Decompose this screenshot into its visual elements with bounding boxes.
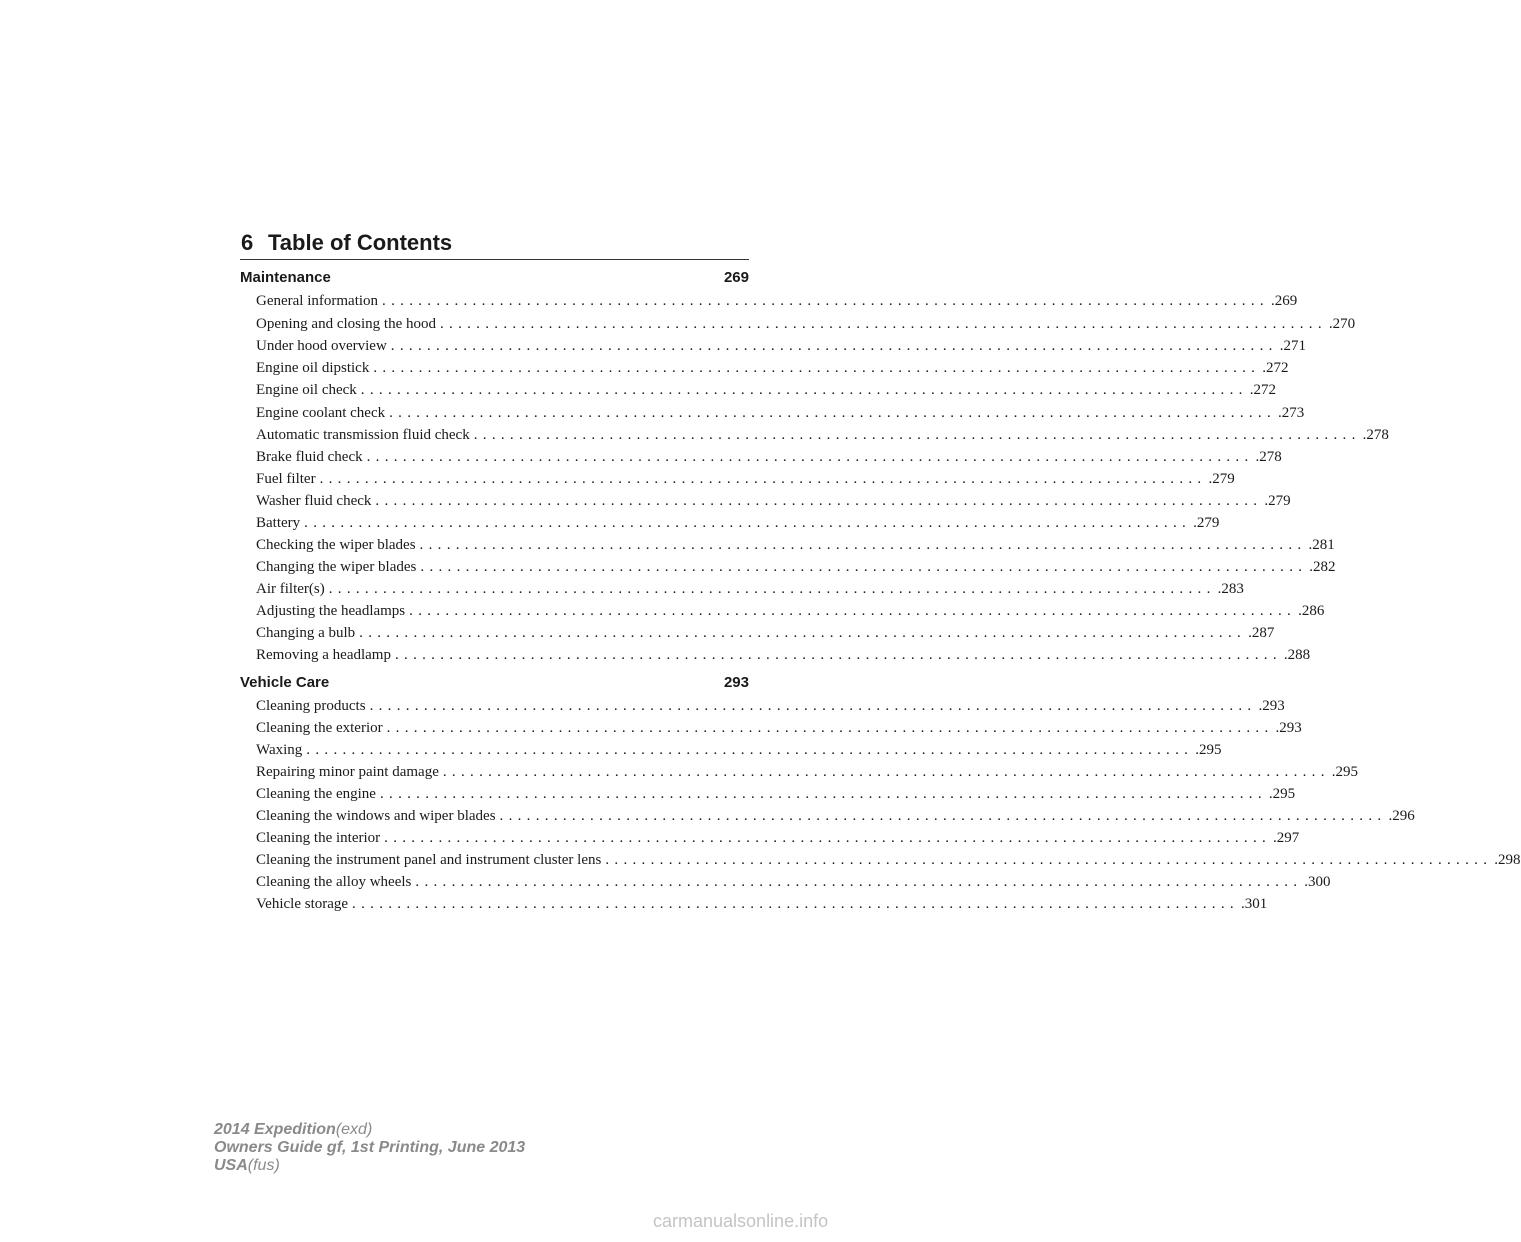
- entry-label: Cleaning the exterior: [256, 720, 383, 736]
- page-title: Table of Contents: [268, 230, 453, 255]
- toc-entry[interactable]: [256, 894, 1268, 914]
- entry-label: Vehicle storage: [256, 896, 349, 912]
- toc-entry[interactable]: [256, 718, 1302, 738]
- toc-entry[interactable]: [256, 425, 1389, 445]
- dot-leader: ..................................................................................................: [439, 316, 1327, 332]
- entry-label: Cleaning the engine: [256, 786, 376, 802]
- entry-label: Waxing: [256, 742, 303, 758]
- entry-label: Changing a bulb: [256, 625, 356, 641]
- entry-label: Air filter(s): [256, 581, 325, 597]
- dot-leader: ..................................................................................................: [419, 537, 1307, 553]
- entry-page: .288: [1283, 647, 1311, 663]
- entry-label: Cleaning the alloy wheels: [256, 874, 412, 890]
- dot-leader: ..................................................................................................: [306, 742, 1194, 758]
- entry-page: .269: [1270, 293, 1298, 309]
- toc-entry[interactable]: [256, 762, 1359, 782]
- entry-label: Brake fluid check: [256, 449, 363, 465]
- entry-page: .272: [1262, 360, 1289, 376]
- entry-page: .279: [1193, 515, 1220, 531]
- entry-label: Repairing minor paint damage: [256, 764, 439, 780]
- entry-label: Engine oil dipstick: [256, 360, 370, 376]
- toc-entry[interactable]: [256, 850, 1521, 870]
- toc-entry[interactable]: [256, 579, 1244, 599]
- toc-entry[interactable]: [256, 336, 1306, 356]
- entry-label: Engine oil check: [256, 382, 357, 398]
- footer-line-3: [214, 1157, 525, 1175]
- entry-page: .295: [1331, 764, 1359, 780]
- toc-entry[interactable]: [256, 740, 1222, 760]
- page-header: [240, 229, 749, 260]
- footer-market: USA: [214, 1157, 248, 1174]
- entry-label: Cleaning the instrument panel and instrument cluster lens: [256, 852, 602, 868]
- entry-page: .278: [1255, 449, 1282, 465]
- entry-label: Changing the wiper blades: [256, 559, 417, 575]
- footer-market-code: (fus): [247, 1157, 280, 1174]
- toc-entry[interactable]: [256, 380, 1276, 400]
- section-maintenance[interactable]: [240, 268, 749, 288]
- dot-leader: ..................................................................................................: [379, 786, 1267, 802]
- entry-page: .301: [1240, 896, 1268, 912]
- watermark: carmanualsonline.info: [653, 1211, 829, 1231]
- entry-page: .295: [1195, 742, 1222, 758]
- entry-page: .279: [1264, 493, 1291, 509]
- dot-leader: ..................................................................................................: [366, 449, 1254, 465]
- entry-page: .281: [1308, 537, 1335, 553]
- toc-entry[interactable]: [256, 645, 1311, 665]
- toc-entry[interactable]: [256, 358, 1289, 378]
- entry-page: .278: [1362, 427, 1389, 443]
- section-vehicle-care[interactable]: [240, 673, 749, 693]
- entry-page: .282: [1309, 559, 1336, 575]
- entry-page: .273: [1278, 405, 1305, 421]
- dot-leader: ..................................................................................................: [360, 382, 1248, 398]
- footer-model-code: (exd): [335, 1121, 373, 1138]
- dot-leader: ..................................................................................................: [328, 581, 1216, 597]
- entry-label: Removing a headlamp: [256, 647, 391, 663]
- footer-model: 2014 Expedition: [214, 1121, 336, 1138]
- entry-page: .283: [1217, 581, 1244, 597]
- dot-leader: ..................................................................................................: [382, 293, 1269, 309]
- footer-line-1: [214, 1121, 525, 1139]
- entry-page: .270: [1328, 316, 1356, 332]
- toc-entry[interactable]: [256, 513, 1220, 533]
- dot-leader: ..................................................................................................: [352, 896, 1239, 912]
- entry-page: .293: [1258, 698, 1285, 714]
- document-footer: [214, 1121, 525, 1175]
- entry-label: Under hood overview: [256, 338, 387, 354]
- dot-leader: ..................................................................................................: [442, 764, 1330, 780]
- toc-entry[interactable]: [256, 469, 1235, 489]
- toc-entry[interactable]: [256, 623, 1275, 643]
- entry-page: .296: [1388, 808, 1415, 824]
- entry-page: .287: [1248, 625, 1275, 641]
- toc-entry[interactable]: [256, 557, 1336, 577]
- section-page: 269: [723, 269, 749, 286]
- dot-leader: ..................................................................................................: [415, 874, 1303, 890]
- toc-entry[interactable]: [256, 696, 1285, 716]
- dot-leader: ..................................................................................................: [384, 830, 1272, 846]
- entry-page: .298: [1494, 852, 1521, 868]
- section-title: Vehicle Care: [240, 674, 330, 691]
- toc-entry[interactable]: [256, 535, 1335, 555]
- dot-leader: ..................................................................................................: [386, 720, 1274, 736]
- toc-entry[interactable]: [256, 447, 1282, 467]
- toc-entry[interactable]: [256, 403, 1305, 423]
- dot-leader: ..................................................................................................: [420, 559, 1308, 575]
- dot-leader: ..................................................................................................: [373, 360, 1261, 376]
- entry-label: Automatic transmission fluid check: [256, 427, 470, 443]
- entry-page: .297: [1273, 830, 1300, 846]
- page-number: 6: [241, 230, 254, 255]
- entry-label: Battery: [256, 515, 301, 531]
- dot-leader: ..................................................................................................: [319, 471, 1207, 487]
- footer-line-2: Owners Guide gf, 1st Printing, June 2013: [214, 1139, 526, 1156]
- entry-label: Fuel filter: [256, 471, 316, 487]
- dot-leader: ..................................................................................................: [359, 625, 1247, 641]
- dot-leader: ..................................................................................................: [375, 493, 1263, 509]
- dot-leader: ..................................................................................................: [409, 603, 1297, 619]
- entry-page: .293: [1275, 720, 1302, 736]
- entry-label: Checking the wiper blades: [256, 537, 416, 553]
- entry-page: .279: [1208, 471, 1235, 487]
- section-title: Maintenance: [240, 269, 331, 286]
- entry-label: General information: [256, 293, 379, 309]
- entry-label: Cleaning products: [256, 698, 366, 714]
- entry-label: Engine coolant check: [256, 405, 386, 421]
- toc-entry[interactable]: [256, 828, 1300, 848]
- entry-label: Adjusting the headlamps: [256, 603, 406, 619]
- entry-label: Washer fluid check: [256, 493, 372, 509]
- entry-label: Cleaning the windows and wiper blades: [256, 808, 496, 824]
- toc-entry[interactable]: [256, 784, 1296, 804]
- entry-page: .286: [1298, 603, 1325, 619]
- entry-label: Cleaning the interior: [256, 830, 381, 846]
- entry-page: .300: [1304, 874, 1331, 890]
- dot-leader: ..................................................................................................: [394, 647, 1282, 663]
- dot-leader: ..................................................................................................: [473, 427, 1361, 443]
- entry-page: .271: [1279, 338, 1306, 354]
- dot-leader: ..................................................................................................: [369, 698, 1257, 714]
- dot-leader: ..................................................................................................: [389, 405, 1277, 421]
- toc-entry[interactable]: [256, 601, 1325, 621]
- entry-page: .272: [1249, 382, 1276, 398]
- dot-leader: ..................................................................................................: [304, 515, 1192, 531]
- dot-leader: ..................................................................................................: [499, 808, 1387, 824]
- toc-entry[interactable]: [256, 291, 1298, 311]
- entry-page: .295: [1268, 786, 1296, 802]
- toc-entry[interactable]: [256, 872, 1331, 892]
- section-page: 293: [723, 674, 749, 691]
- dot-leader: ..................................................................................................: [390, 338, 1278, 354]
- dot-leader: ..................................................................................................: [605, 852, 1493, 868]
- toc-entry[interactable]: [256, 314, 1356, 334]
- toc-entry[interactable]: [256, 491, 1291, 511]
- entry-label: Opening and closing the hood: [256, 316, 436, 332]
- toc-entry[interactable]: [256, 806, 1415, 826]
